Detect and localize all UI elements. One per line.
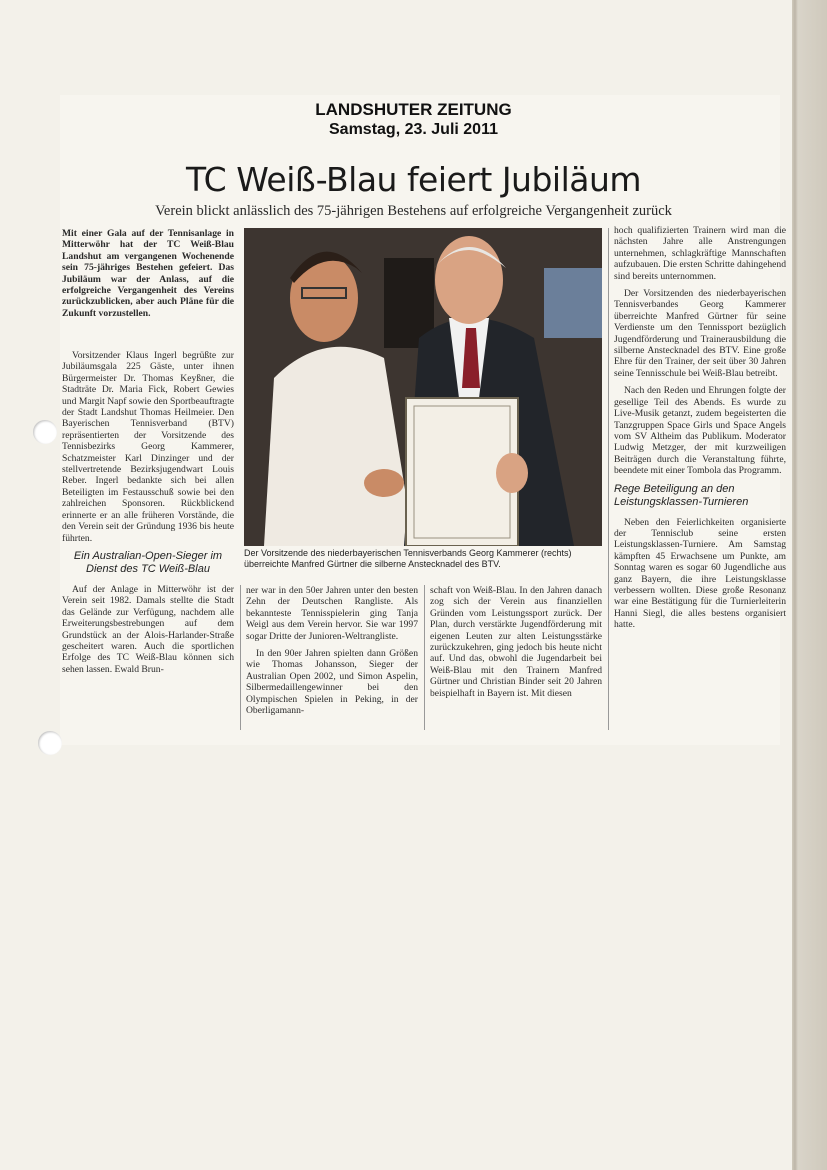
section-title: Ein Australian-Open-Sieger im Dienst des TC Weiß-Blau	[73, 549, 223, 575]
body-paragraph: In den 90er Jahren spielten dann Größen wie Thomas Johansson, Sieger der Australian Open 2002, und Simon Aspelin, Silbermedaillengewinner bei den Olympischen Spielen in Peking, in der Oberligamann-	[246, 648, 418, 717]
section-title: Rege Beteiligung an den Leistungsklassen-Turnieren	[614, 482, 749, 508]
body-paragraph: Der Vorsitzenden des niederbayerischen Tennisverbandes Georg Kammerer überreichte Manfred Gürtner für seine Verdienste um den Tennissport bezüglich Jugendförderung und Trainerausbildung die silberne Anstecknadel des BTV. Eine große Ehre für den Trainer, der seit über 30 Jahren seine Tennisschule bei Weiß-Blau betreibt.	[614, 288, 786, 379]
article-lead	[62, 228, 234, 325]
issue-date: Samstag, 23. Juli 2011	[329, 121, 498, 138]
headline: TC Weiß-Blau feiert Jubiläum	[185, 160, 642, 199]
article-column-1	[62, 350, 234, 681]
body-paragraph: schaft von Weiß-Blau. In den Jahren danach zog sich der Verein aus finanziellen Gründen vom Leistungssport zurück. Der Plan, durch verstärkte Jugendförderung mit eigenen Leuten zur alten Leistungsstärke zurückzukehren, ging jedoch bis heute nicht auf. Und das, obwohl die Jugendarbeit bei Weiß-Blau mit den Trainern Manfred Gürtner und Christian Binder seit 20 Jahren beispielhaft in Bayern ist. Mit diesen	[430, 585, 602, 699]
article-column-3	[430, 585, 602, 705]
photo-illustration	[244, 228, 602, 546]
lead-paragraph: Mit einer Gala auf der Tennisanlage in Mitterwöhr hat der TC Weiß-Blau Landshut am vergangenen Wochenende sein 75-jähriges Bestehen gefeiert. Das Jubiläum war der Anlass, auf die erfolgreiche Vergangenheit des Vereins zurückzublicken, aber auch Pläne für die Zukunft vorzustellen.	[62, 228, 234, 319]
body-paragraph: Vorsitzender Klaus Ingerl begrüßte zur Jubiläumsgala 225 Gäste, unter ihnen Bürgermeister Dr. Thomas Keyßner, die Stadträte Dr. Maria Fick, Robert Gewies und Margit Napf sowie den Sportbeauftragte der Stadt Landshut Thomas Heilmeier. Den Bayerischen Tennisverband (BTV) repräsentierten der Vorsitzende des Tennisbezirks Georg Kammerer, Schatzmeister Karl Dinzinger und der stellvertretende Bezirksjugendwart Louis Reber. Ingerl bedankte sich bei allen Beteiligten im Festausschuß sowie bei den zahlreichen Sponsoren. Rückblickend erinnerte er an alle früheren Vorstände, die den Verein seit der Gründung 1936 bis heute führten.	[62, 350, 234, 544]
punch-hole-icon	[38, 731, 62, 755]
article-column-4	[614, 225, 786, 637]
body-paragraph: ner war in den 50er Jahren unter den besten Zehn der Deutschen Rangliste. Als bekannteste Tennisspielerin ging Tanja Weigl aus dem Verein hervor. Sie war 1997 sogar Dritte der Junioren-Weltrangliste.	[246, 585, 418, 642]
subheadline: Verein blickt anlässlich des 75-jährigen Bestehens auf erfolgreiche Vergangenheit zurück	[155, 203, 672, 219]
article-column-2	[246, 585, 418, 722]
column-divider	[608, 228, 609, 730]
body-paragraph: Nach den Reden und Ehrungen folgte der gesellige Teil des Abends. Es wurde zu Live-Musik getanzt, zudem begeisterten die Tanzgruppen Space Girls und Space Angels vom SV Altheim das Publikum. Moderator Ludwig Metzger, der mit kurzweiligen Beiträgen durch die Veranstaltung führte, beendete mit einer Tombola das Programm.	[614, 385, 786, 477]
column-divider	[240, 585, 241, 730]
body-paragraph: hoch qualifizierten Trainern wird man die nächsten Jahre alle Anstrengungen unternehmen, schlagkräftige Mannschaften aufzubauen. Die ersten Schritte dahingehend sind bereits unternommen.	[614, 225, 786, 282]
punch-hole-icon	[33, 420, 57, 444]
award-photo	[244, 228, 602, 546]
newspaper-name: LANDSHUTER ZEITUNG	[315, 100, 512, 119]
photo-caption: Der Vorsitzende des niederbayerischen Tennisverbands Georg Kammerer (rechts) überreichte Manfred Gürtner die silberne Anstecknadel des BTV.	[244, 548, 572, 569]
column-divider	[424, 585, 425, 730]
body-paragraph: Auf der Anlage in Mitterwöhr ist der Verein seit 1982. Damals stellte die Stadt das Gelände zur Verfügung, nachdem alle Erweiterungsbestrebungen auf dem Grundstück an der Alois-Harlander-Straße gescheitert waren. Auch die sportlichen Erfolge des TC Weiß-Blau können sich sehen lassen. Ewald Brun-	[62, 583, 234, 675]
body-paragraph: Neben den Feierlichkeiten organisierte der Tennisclub seine ersten Leistungsklassen-Turniere. Am Samstag kämpften 45 Erwachsene um Punkte, am Sonntag waren es sogar 60 Jugendliche aus ganz Bayern, die ihre Leistungsklasse verbessern wollten. Diese große Resonanz war eine Bestätigung für die Turnierleiterin Hanni Siegl, die alles bestens organisiert hatte.	[614, 516, 786, 631]
